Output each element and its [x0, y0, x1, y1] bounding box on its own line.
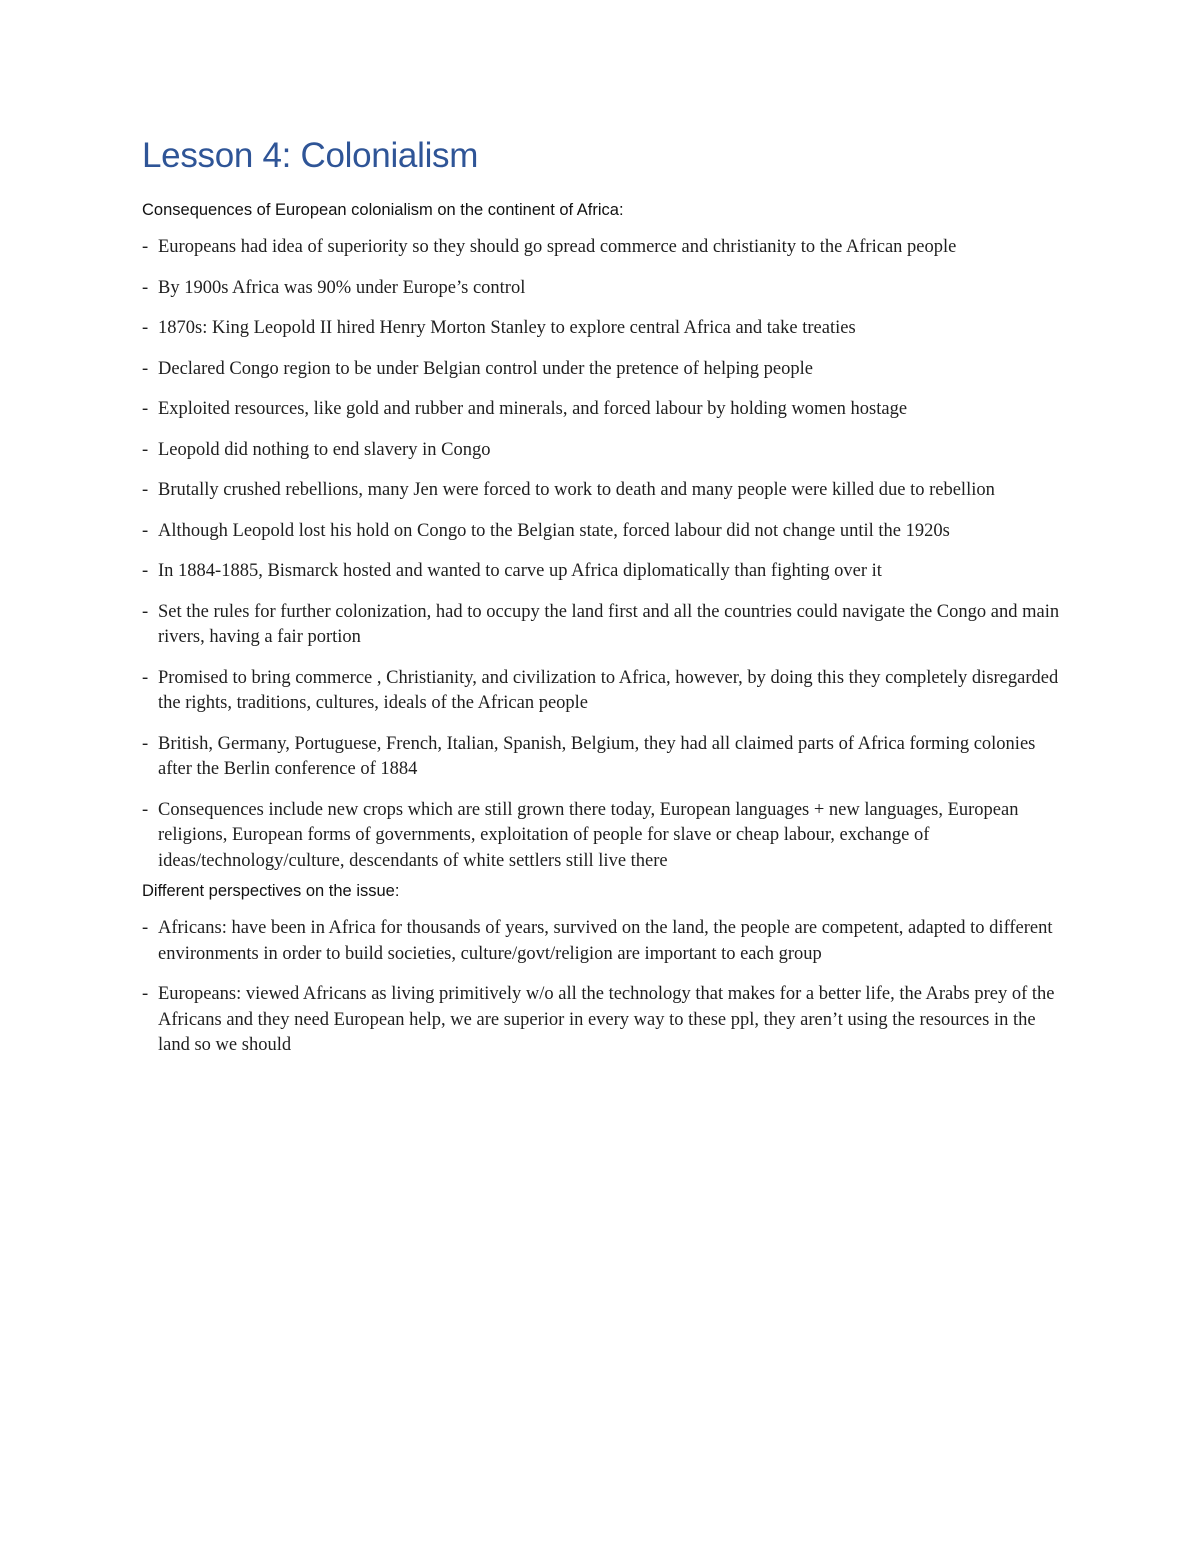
- bullet-dash: -: [142, 561, 149, 581]
- list-item: [142, 916, 1062, 967]
- list-item-text: Europeans had idea of superiority so they should go spread commerce and christianity to the African people: [158, 237, 957, 257]
- bullet-dash: -: [142, 439, 149, 460]
- list-item-text: Leopold did nothing to end slavery in Congo: [158, 439, 491, 460]
- bullet-dash: -: [142, 733, 149, 754]
- list-item-text: Brutally crushed rebellions, many Jen were forced to work to death and many people were killed due to rebellion: [158, 480, 995, 500]
- list-item-text: Promised to bring commerce , Christianity, and civilization to Africa, however, by doing this they completely disregarded the rights, traditions, cultures, ideals of the African people: [158, 667, 1059, 713]
- list-item-text: By 1900s Africa was 90% under Europe’s control: [158, 277, 526, 298]
- list-item: [142, 438, 1062, 464]
- bullet-dash: -: [142, 601, 149, 622]
- bullet-dash: -: [142, 918, 149, 938]
- list-item: [142, 559, 1062, 585]
- list-item: [142, 235, 1062, 261]
- list-item: [142, 397, 1062, 423]
- bullet-dash: -: [142, 399, 149, 419]
- list-item-text: British, Germany, Portuguese, French, Italian, Spanish, Belgium, they had all claimed parts of Africa forming colonies after the Berlin conference of 1884: [158, 733, 1036, 779]
- bullet-list-perspectives: [142, 916, 1062, 1059]
- list-item: [142, 982, 1062, 1059]
- list-item: [142, 316, 1062, 342]
- bullet-dash: -: [142, 520, 149, 541]
- list-item-text: Set the rules for further colonization, had to occupy the land first and all the countries could navigate the Congo and main rivers, having a fair portion: [158, 601, 1060, 647]
- bullet-dash: -: [142, 358, 149, 379]
- bullet-dash: -: [142, 984, 149, 1004]
- bullet-dash: -: [142, 480, 149, 500]
- list-item: [142, 666, 1062, 717]
- list-item: [142, 798, 1062, 875]
- list-item-text: Exploited resources, like gold and rubber and minerals, and forced labour by holding women hostage: [158, 399, 908, 419]
- section-heading-perspectives: Different perspectives on the issue:: [142, 882, 400, 900]
- list-item: [142, 478, 1062, 504]
- section-heading-consequences: Consequences of European colonialism on the continent of Africa:: [142, 201, 624, 219]
- list-item: [142, 732, 1062, 783]
- list-item-text: Although Leopold lost his hold on Congo to the Belgian state, forced labour did not change until the 1920s: [158, 520, 950, 541]
- list-item-text: 1870s: King Leopold II hired Henry Morton Stanley to explore central Africa and take treaties: [158, 318, 856, 338]
- bullet-dash: -: [142, 237, 149, 257]
- bullet-dash: -: [142, 277, 149, 298]
- bullet-dash: -: [142, 799, 149, 820]
- bullet-dash: -: [142, 318, 149, 338]
- list-item: [142, 600, 1062, 651]
- bullet-dash: -: [142, 667, 149, 688]
- list-item-text: Declared Congo region to be under Belgian control under the pretence of helping people: [158, 358, 813, 379]
- document-page: [142, 132, 1062, 1059]
- list-item: [142, 519, 1062, 545]
- list-item-text: Africans: have been in Africa for thousands of years, survived on the land, the people are competent, adapted to different environments in order to build societies, culture/govt/religion are important to each group: [158, 918, 1053, 964]
- list-item: [142, 357, 1062, 383]
- list-item-text: Consequences include new crops which are still grown there today, European languages + new languages, European religions, European forms of governments, exploitation of people for slave or cheap labour, exchange of ideas/technology/culture, descendants of white settlers still live there: [158, 799, 1019, 871]
- list-item-text: Europeans: viewed Africans as living primitively w/o all the technology that makes for a better life, the Arabs prey of the Africans and they need European help, we are superior in every way to these ppl, they aren’t using the resources in the land so we should: [158, 984, 1055, 1055]
- list-item-text: In 1884-1885, Bismarck hosted and wanted to carve up Africa diplomatically than fighting over it: [158, 561, 882, 581]
- bullet-list-consequences: [142, 235, 1062, 874]
- list-item: [142, 276, 1062, 302]
- page-title: Lesson 4: Colonialism: [142, 136, 479, 175]
